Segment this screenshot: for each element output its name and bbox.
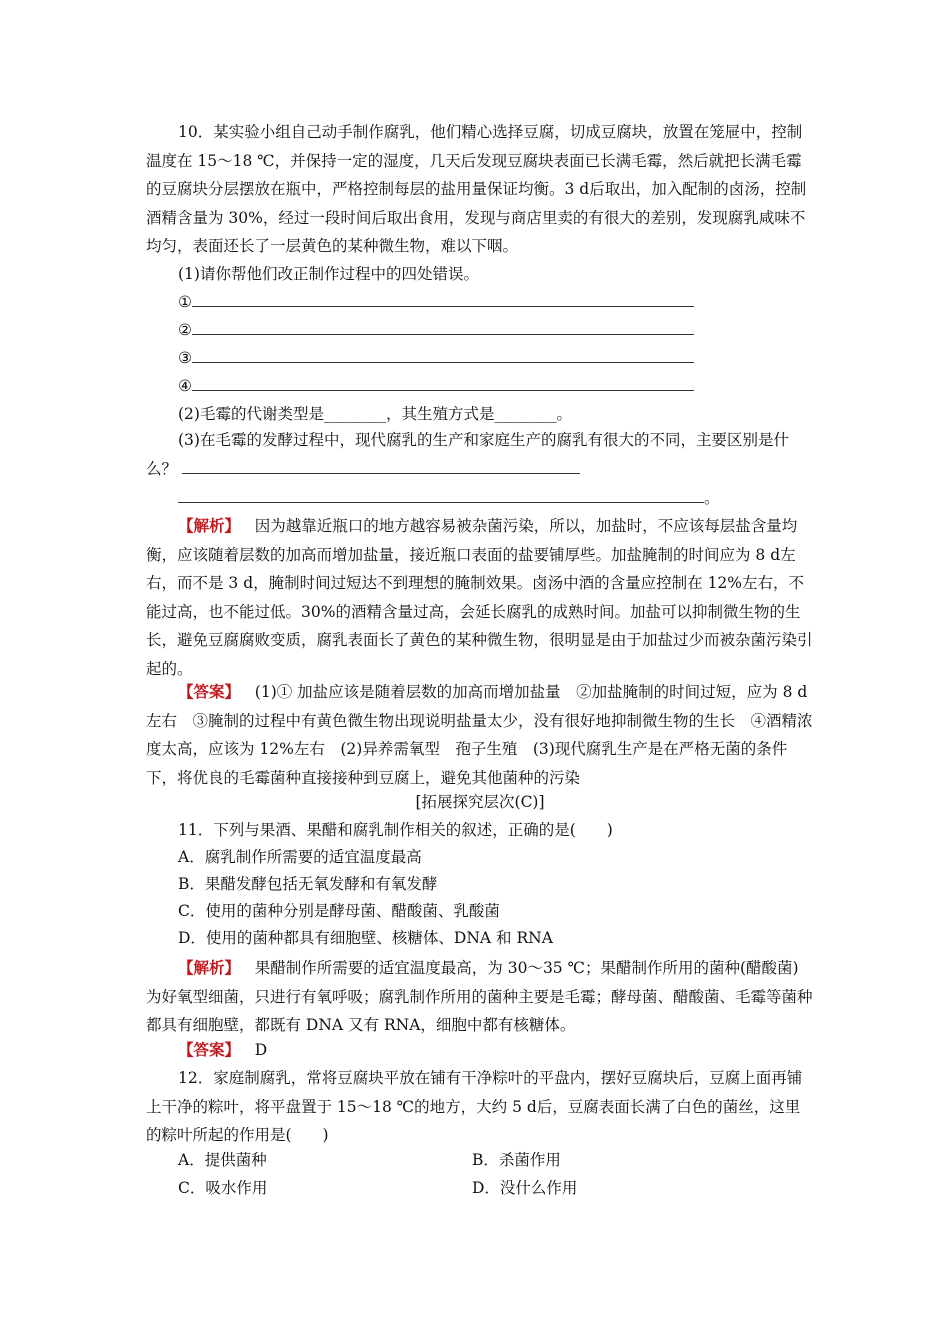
- q10-blank-4[interactable]: [178, 372, 694, 400]
- answer-blank[interactable]: [178, 484, 704, 503]
- q11-option-a[interactable]: A．腐乳制作所需要的适宜温度最高: [178, 848, 422, 866]
- marker-1: ①: [178, 293, 192, 311]
- analysis-tag: 【解析】: [178, 958, 241, 977]
- q10-sub1: (1)请你帮他们改正制作过程中的四处错误。: [178, 265, 479, 283]
- q12-option-b[interactable]: B．杀菌作用: [472, 1151, 561, 1169]
- answer-tag: 【答案】: [178, 682, 241, 701]
- answer-blank[interactable]: [192, 372, 694, 391]
- q10-sub3-line2[interactable]: [178, 484, 720, 512]
- marker-3: ③: [178, 349, 192, 367]
- period: 。: [704, 489, 720, 507]
- analysis-text: 因为越靠近瓶口的地方越容易被杂菌污染，所以，加盐时，不应该每层盐含量均衡，应该随着层数的加高而增加盐量，接近瓶口表面的盐要铺厚些。加盐腌制的时间应为 8 d左右，而不是 3 d，腌制时间过短达不到理想的腌制效果。卤汤中酒的含量应控制在 12%左右，不能过高，也不能过低。30%的酒精含量过高，会延长腐乳的成熟时间。加盐可以抑制微生物的生长，避免豆腐腐败变质，腐乳表面长了黄色的某种微生物，很明显是由于加盐过少而被杂菌污染引起的。: [146, 517, 813, 678]
- q12-stem: 12．家庭制腐乳，常将豆腐块平放在铺有干净粽叶的平盘内，摆好豆腐块后，豆腐上面再铺上干净的粽叶，将平盘置于 15～18 ℃的地方，大约 5 d后，豆腐表面长满了白色的菌丝，这里的粽叶所起的作用是( ): [146, 1069, 803, 1144]
- answer-blank[interactable]: [192, 288, 694, 307]
- q10-blank-3[interactable]: [178, 344, 694, 372]
- q11-option-d[interactable]: D．使用的菌种都具有细胞壁、核糖体、DNA 和 RNA: [178, 929, 553, 947]
- q11-analysis: [146, 954, 814, 1040]
- q10-stem: 10．某实验小组自己动手制作腐乳，他们精心选择豆腐，切成豆腐块，放置在笼屉中，控制温度在 15～18 ℃，并保持一定的湿度，几天后发现豆腐块表面已长满毛霉，然后就把长满毛霉的豆腐块分层摆放在瓶中，严格控制每层的盐用量保证均衡。3 d后取出，加入配制的卤汤，控制酒精含量为 30%，经过一段时间后取出食用，发现与商店里卖的有很大的差别，发现腐乳咸味不均匀，表面还长了一层黄色的某种微生物，难以下咽。: [146, 123, 807, 255]
- marker-4: ④: [178, 377, 192, 395]
- q10-blank-1[interactable]: [178, 288, 694, 316]
- q10-answer: [146, 678, 814, 792]
- q12-option-d[interactable]: D．没什么作用: [472, 1179, 578, 1197]
- answer-text: D: [254, 1041, 268, 1059]
- analysis-tag: 【解析】: [178, 516, 241, 535]
- analysis-text: 果醋制作所需要的适宜温度最高，为 30～35 ℃；果醋制作所用的菌种(醋酸菌)为好氧型细菌，只进行有氧呼吸；腐乳制作所用的菌种主要是毛霉；酵母菌、醋酸菌、毛霉等菌种都具有细胞壁，都既有 DNA 又有 RNA，细胞中都有核糖体。: [146, 959, 813, 1034]
- q11-option-b[interactable]: B．果醋发酵包括无氧发酵和有氧发酵: [178, 875, 438, 893]
- answer-tag: 【答案】: [178, 1040, 241, 1059]
- q10-blank-2[interactable]: [178, 316, 694, 344]
- answer-blank[interactable]: [192, 344, 694, 363]
- q10-sub3-text: (3)在毛霉的发酵过程中，现代腐乳的生产和家庭生产的腐乳有很大的不同，主要区别是什么？: [146, 431, 789, 478]
- marker-2: ②: [178, 321, 192, 339]
- section-title: [拓展探究层次(C)]: [415, 793, 545, 811]
- q12-option-a[interactable]: A．提供菌种: [178, 1151, 267, 1169]
- answer-blank[interactable]: [182, 455, 580, 474]
- q11-option-c[interactable]: C．使用的菌种分别是酵母菌、醋酸菌、乳酸菌: [178, 902, 500, 920]
- q10-analysis: [146, 512, 814, 683]
- q10-sub3: [146, 426, 814, 483]
- answer-text: (1)① 加盐应该是随着层数的加高而增加盐量 ②加盐腌制的时间过短，应为 8 d左右 ③腌制的过程中有黄色微生物出现说明盐量太少，没有很好地抑制微生物的生长 ④酒精浓度太高，应该为 12%左右 (2)异养需氧型 孢子生殖 (3)现代腐乳生产是在严格无菌的条件下，将优良的毛霉菌种直接接种到豆腐上，避免其他菌种的污染: [146, 683, 813, 787]
- q10-sub2: (2)毛霉的代谢类型是________，其生殖方式是________。: [178, 405, 572, 423]
- q12-option-c[interactable]: C．吸水作用: [178, 1179, 268, 1197]
- answer-blank[interactable]: [192, 316, 694, 335]
- q11-answer: [178, 1036, 267, 1064]
- q11-stem: 11．下列与果酒、果醋和腐乳制作相关的叙述，正确的是( ): [178, 821, 613, 839]
